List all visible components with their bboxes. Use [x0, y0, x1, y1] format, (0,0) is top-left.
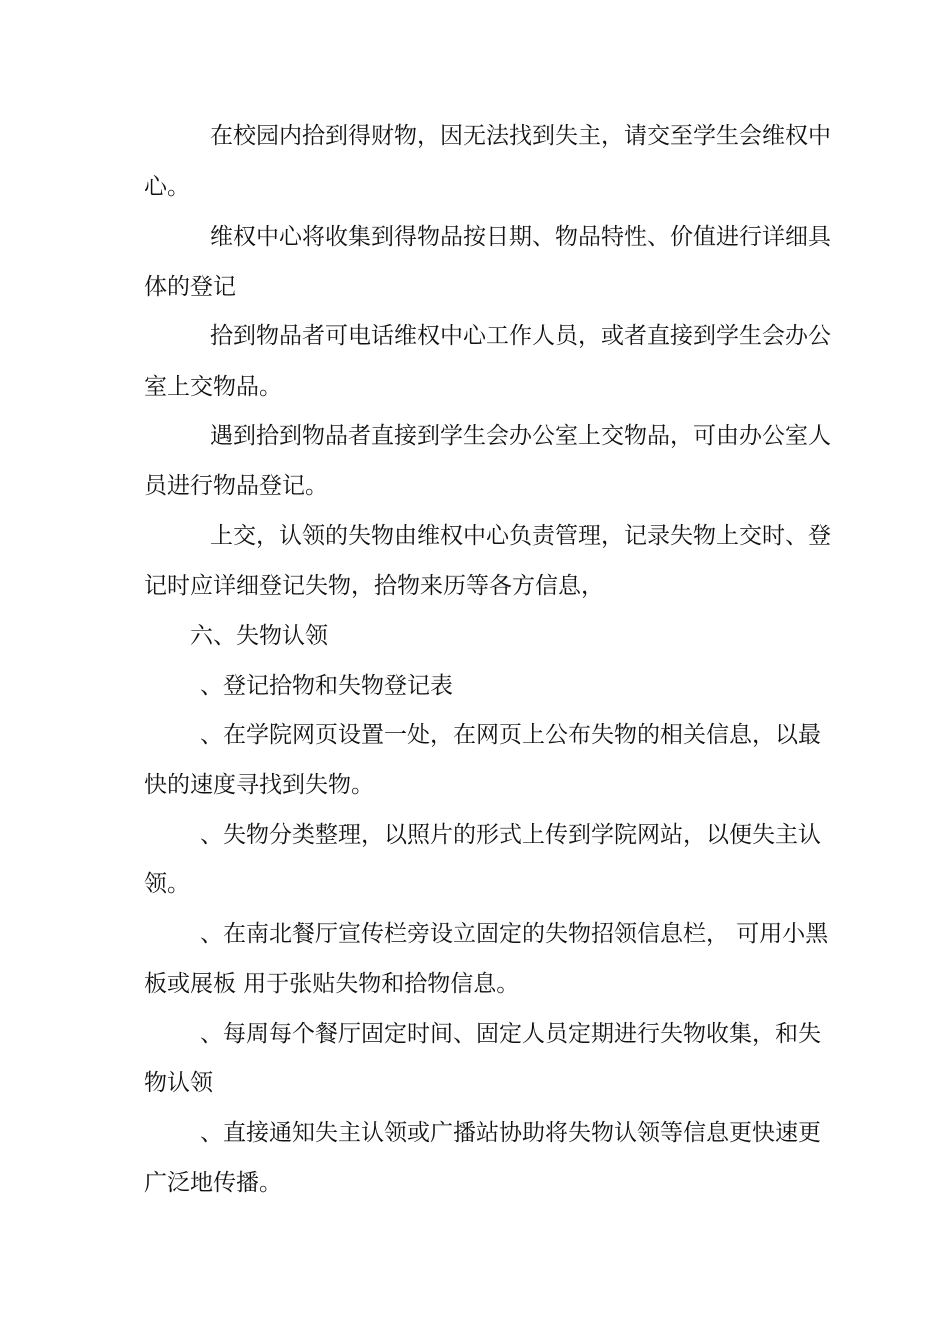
text-line: 物认领: [144, 1070, 213, 1096]
list-item: 、登记拾物和失物登记表: [200, 673, 453, 699]
text-line: 快的速度寻找到失物。: [144, 772, 374, 798]
text-line: 记时应详细登记失物，拾物来历等各方信息，: [144, 573, 604, 599]
text-line: 广泛地传播。: [144, 1170, 282, 1196]
list-item: 、在学院网页设置一处，在网页上公布失物的相关信息，以最: [200, 722, 821, 748]
text-line: 在校园内拾到得财物，因无法找到失主，请交至学生会维权中: [210, 123, 831, 149]
text-line: 板或展板 用于张贴失物和拾物信息。: [144, 971, 520, 997]
text-line: 上交，认领的失物由维权中心负责管理，记录失物上交时、登: [210, 523, 831, 549]
text-line: 拾到物品者可电话维权中心工作人员，或者直接到学生会办公: [210, 323, 831, 349]
text-line: 领。: [144, 871, 190, 897]
text-line: 心。: [144, 174, 190, 200]
list-item: 、每周每个餐厅固定时间、固定人员定期进行失物收集，和失: [200, 1021, 821, 1047]
list-item: 、直接通知失主认领或广播站协助将失物认领等信息更快速更: [200, 1120, 821, 1146]
text-line: 遇到拾到物品者直接到学生会办公室上交物品，可由办公室人: [210, 423, 831, 449]
list-item: 、失物分类整理，以照片的形式上传到学院网站，以便失主认: [200, 822, 821, 848]
text-line: 员进行物品登记。: [144, 473, 328, 499]
section-heading: 六、失物认领: [190, 623, 328, 649]
text-line: 室上交物品。: [144, 374, 282, 400]
text-line: 体的登记: [144, 274, 236, 300]
list-item: 、在南北餐厅宣传栏旁设立固定的失物招领信息栏， 可用小黑: [200, 921, 829, 947]
text-line: 维权中心将收集到得物品按日期、物品特性、价值进行详细具: [210, 224, 831, 250]
